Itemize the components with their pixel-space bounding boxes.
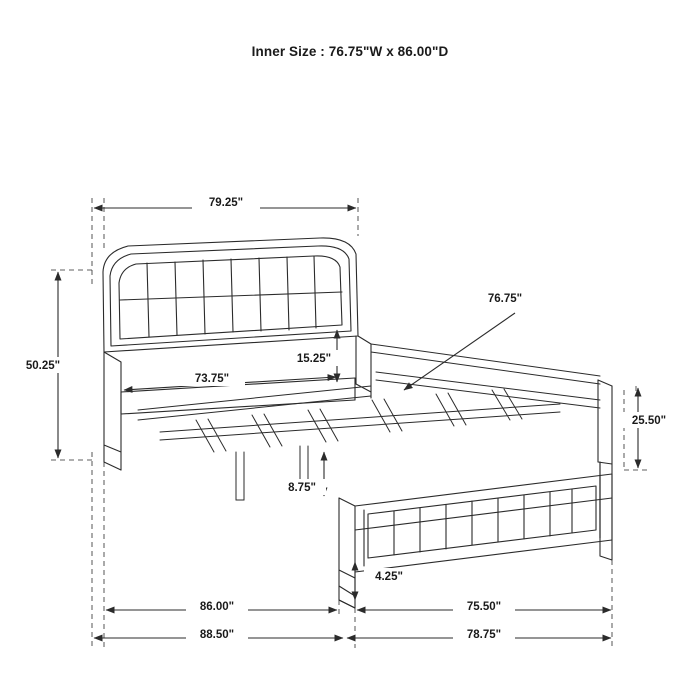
dim-label-headboard-width: 79.25" xyxy=(208,197,244,209)
dim-label-leg-height: 4.25" xyxy=(375,571,403,583)
dim-label-side-length-inner: 86.00" xyxy=(199,601,235,613)
dim-label-mattress-inner-width: 76.75" xyxy=(487,293,523,305)
dimension-labels xyxy=(16,194,678,642)
dim-label-footboard-side-inner: 75.50" xyxy=(466,601,502,613)
dimension-lines xyxy=(58,208,638,638)
dim-label-footboard-height: 25.50" xyxy=(631,415,667,427)
leader-line-76-75 xyxy=(404,313,515,390)
extension-lines xyxy=(48,198,648,648)
slat-support-frame xyxy=(138,344,600,500)
legs xyxy=(339,586,355,608)
page-title: Inner Size : 76.75"W x 86.00"D xyxy=(251,44,449,59)
dim-label-side-length-outer: 88.50" xyxy=(199,629,235,641)
dim-label-headboard-inner-width: 73.75" xyxy=(194,373,230,385)
dim-label-headboard-height: 50.25" xyxy=(25,360,61,372)
footboard-outline xyxy=(339,380,612,596)
dim-label-headboard-panel-height: 15.25" xyxy=(296,353,332,365)
dim-label-footboard-side-outer: 78.75" xyxy=(466,629,502,641)
dim-label-rail-height: 8.75" xyxy=(288,482,316,494)
